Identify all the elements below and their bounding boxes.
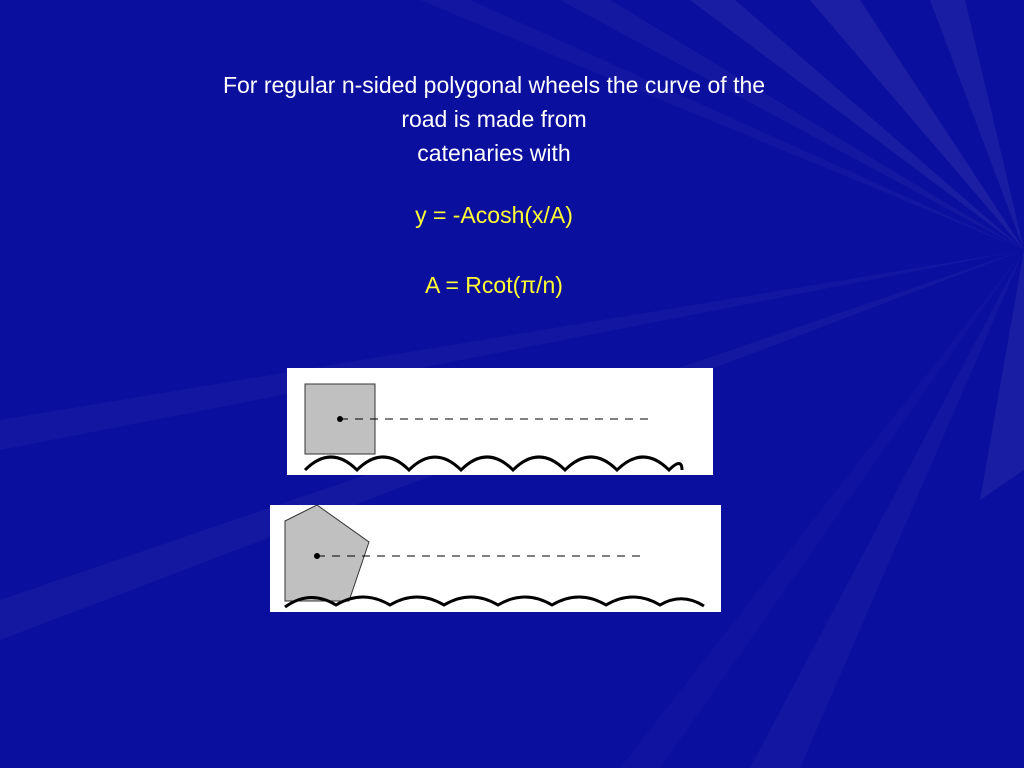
axle-dot (314, 553, 320, 559)
catenary-parameter-equation: A = Rcot(π/n) (425, 272, 563, 298)
catenary-equation: y = -Acosh(x/A) (415, 202, 573, 228)
pentagon-wheel-figure (270, 505, 721, 612)
pentagon-wheel (285, 505, 369, 601)
pentagon-wheel-diagram (270, 505, 721, 612)
square-wheel-diagram (287, 368, 713, 475)
axle-dot (337, 416, 343, 422)
catenary-road (305, 457, 682, 470)
title-line-2: road is made from (401, 106, 587, 132)
slide-title (150, 68, 838, 170)
catenary-road (285, 597, 704, 607)
title-line-3: catenaries with (417, 140, 571, 166)
square-wheel-figure (287, 368, 713, 475)
title-line-1: For regular n-sided polygonal wheels the curve of the (222, 72, 766, 98)
